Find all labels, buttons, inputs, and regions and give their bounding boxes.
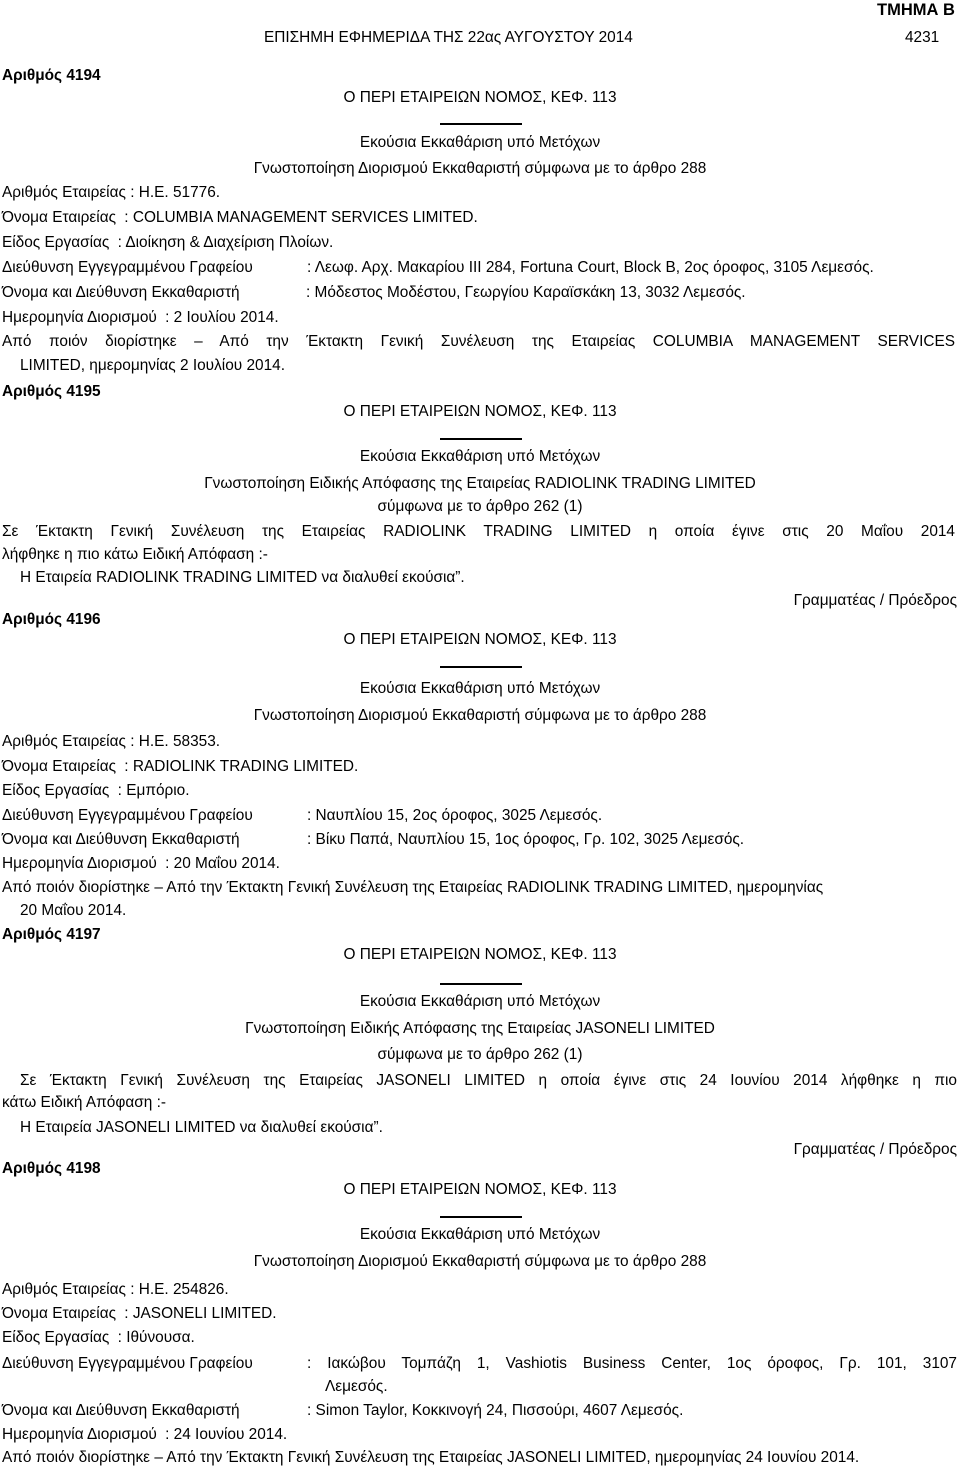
field-value: : Ιακώβου Τομπάζη 1, Vashiotis Business Center, 1ος όροφος, Γρ. 101, 3107 [307, 1355, 957, 1372]
field-value: : 20 Μαΐου 2014. [165, 855, 280, 872]
law-title: Ο ΠΕΡΙ ΕΤΑΙΡΕΙΩΝ ΝΟΜΟΣ, ΚΕΦ. 113 [343, 403, 617, 420]
field-label: Ημερομηνία Διορισμού [2, 1426, 157, 1443]
separator-rule [440, 666, 522, 668]
section-label: ΤΜΗΜΑ Β [877, 1, 955, 19]
appointment-date-row [2, 306, 279, 330]
field-label: Όνομα και Διεύθυνση Εκκαθαριστή [2, 1402, 240, 1419]
field-value: : Μόδεστος Μοδέστου, Γεωργίου Καραϊσκάκη 13, 3032 Λεμεσός. [306, 284, 746, 301]
procedure-type: Εκούσια Εκκαθάριση υπό Μετόχων [359, 448, 601, 465]
resolution-intro-cont: λήφθηκε η πιο κάτω Ειδική Απόφαση :- [2, 546, 268, 563]
business-type-row [2, 231, 333, 255]
resolution-intro: Σε Έκτακτη Γενική Συνέλευση της Εταιρείας RADIOLINK TRADING LIMITED η οποία έγινε στις 20 Μαΐου 2014 [2, 523, 955, 540]
field-label: Όνομα Εταιρείας [2, 758, 117, 775]
liquidator-row [2, 1399, 683, 1423]
field-value: : Διοίκηση & Διαχείριση Πλοίων. [117, 234, 334, 251]
field-label: Ημερομηνία Διορισμού [2, 309, 157, 326]
field-label: Διεύθυνση Εγγεγραμμένου Γραφείου [2, 1355, 253, 1372]
notice-title: Γνωστοποίηση Διορισμού Εκκαθαριστή σύμφωνα με το άρθρο 288 [253, 1253, 707, 1270]
field-label: Είδος Εργασίας [2, 782, 110, 799]
field-value: : Ναυπλίου 15, 2ος όροφος, 3025 Λεμεσός. [307, 807, 603, 824]
notice-title: Γνωστοποίηση Διορισμού Εκκαθαριστή σύμφωνα με το άρθρο 288 [253, 707, 707, 724]
appointed-by-text: Από ποιόν διορίστηκε – Από την Έκτακτη Γενική Συνέλευση της Εταιρείας COLUMBIA MANAGEMENT SERVICES [2, 333, 955, 350]
appointment-date-row [2, 1423, 287, 1447]
notice-number: Αριθμός 4196 [2, 611, 101, 628]
field-label: Είδος Εργασίας [2, 1329, 110, 1346]
notice-title: Γνωστοποίηση Ειδικής Απόφασης της Εταιρείας RADIOLINK TRADING LIMITED [204, 475, 756, 492]
business-type-row [2, 1326, 195, 1350]
company-name-row [2, 1302, 277, 1326]
appointed-by-text-cont: 20 Μαΐου 2014. [20, 902, 127, 919]
field-value: : 2 Ιουλίου 2014. [165, 309, 279, 326]
separator-rule [440, 1216, 522, 1218]
law-title: Ο ΠΕΡΙ ΕΤΑΙΡΕΙΩΝ ΝΟΜΟΣ, ΚΕΦ. 113 [343, 631, 617, 648]
liquidator-row [2, 828, 744, 852]
law-title: Ο ΠΕΡΙ ΕΤΑΙΡΕΙΩΝ ΝΟΜΟΣ, ΚΕΦ. 113 [343, 1181, 617, 1198]
company-reg-row [2, 181, 220, 205]
law-title: Ο ΠΕΡΙ ΕΤΑΙΡΕΙΩΝ ΝΟΜΟΣ, ΚΕΦ. 113 [343, 89, 617, 106]
notice-number: Αριθμός 4198 [2, 1160, 101, 1177]
notice-number: Αριθμός 4194 [2, 67, 101, 84]
field-value: : Η.Ε. 58353. [130, 733, 221, 750]
office-row-cont: Λεμεσός. [325, 1378, 388, 1395]
appointed-by-text: Από ποιόν διορίστηκε – Από την Έκτακτη Γενική Συνέλευση της Εταιρείας JASONELI LIMITED, ημερομηνίας 24 Ιουνίου 2014. [2, 1449, 860, 1466]
field-value: : JASONELI LIMITED. [124, 1305, 277, 1322]
field-value: : Simon Taylor, Κοκκινογή 24, Πισσούρι, 4607 Λεμεσός. [307, 1402, 684, 1419]
field-label: Διεύθυνση Εγγεγραμμένου Γραφείου [2, 259, 253, 276]
resolution-intro: Σε Έκτακτη Γενική Συνέλευση της Εταιρείας JASONELI LIMITED η οποία έγινε στις 24 Ιουνίου 2014 λήφθηκε η πιο [20, 1072, 957, 1089]
separator-rule [440, 123, 522, 125]
notice-number: Αριθμός 4195 [2, 383, 101, 400]
field-value: : Εμπόριο. [117, 782, 190, 799]
field-label: Αριθμός Εταιρείας [2, 1281, 126, 1298]
appointed-by-text: Από ποιόν διορίστηκε – Από την Έκτακτη Γενική Συνέλευση της Εταιρείας RADIOLINK TRADING LIMITED, ημερομηνίας [2, 879, 824, 896]
field-label: Διεύθυνση Εγγεγραμμένου Γραφείου [2, 807, 253, 824]
field-label: Αριθμός Εταιρείας [2, 184, 126, 201]
article-reference: σύμφωνα με το άρθρο 262 (1) [377, 498, 583, 515]
field-label: Αριθμός Εταιρείας [2, 733, 126, 750]
field-value: : Η.Ε. 51776. [130, 184, 221, 201]
field-label: Όνομα Εταιρείας [2, 1305, 117, 1322]
notice-title: Γνωστοποίηση Διορισμού Εκκαθαριστή σύμφωνα με το άρθρο 288 [253, 160, 707, 177]
company-name-row [2, 206, 478, 230]
field-value: : Βίκυ Παπά, Ναυπλίου 15, 1ος όροφος, Γρ. 102, 3025 Λεμεσός. [307, 831, 745, 848]
article-reference: σύμφωνα με το άρθρο 262 (1) [377, 1046, 583, 1063]
separator-rule [440, 438, 522, 440]
company-reg-row [2, 1278, 229, 1302]
law-title: Ο ΠΕΡΙ ΕΤΑΙΡΕΙΩΝ ΝΟΜΟΣ, ΚΕΦ. 113 [343, 946, 617, 963]
field-label: Ημερομηνία Διορισμού [2, 855, 157, 872]
procedure-type: Εκούσια Εκκαθάριση υπό Μετόχων [359, 1226, 601, 1243]
field-value: : RADIOLINK TRADING LIMITED. [124, 758, 359, 775]
appointment-date-row [2, 852, 280, 876]
notice-title: Γνωστοποίηση Ειδικής Απόφασης της Εταιρείας JASONELI LIMITED [245, 1020, 715, 1037]
field-label: Όνομα και Διεύθυνση Εκκαθαριστή [2, 284, 240, 301]
resolution-text: Η Εταιρεία RADIOLINK TRADING LIMITED να διαλυθεί εκούσια”. [20, 569, 465, 586]
field-value: : COLUMBIA MANAGEMENT SERVICES LIMITED. [124, 209, 478, 226]
liquidator-row [2, 281, 746, 305]
procedure-type: Εκούσια Εκκαθάριση υπό Μετόχων [359, 993, 601, 1010]
field-label: Όνομα και Διεύθυνση Εκκαθαριστή [2, 831, 240, 848]
company-reg-row [2, 730, 220, 754]
company-name-row [2, 755, 358, 779]
office-row [2, 1352, 957, 1376]
office-row [2, 804, 602, 828]
appointed-by-text-cont: LIMITED, ημερομηνίας 2 Ιουλίου 2014. [20, 357, 285, 374]
resolution-text: Η Εταιρεία JASONELI LIMITED να διαλυθεί εκούσια”. [20, 1119, 383, 1136]
office-row [2, 256, 874, 280]
field-value: : Ιθύνουσα. [117, 1329, 195, 1346]
procedure-type: Εκούσια Εκκαθάριση υπό Μετόχων [359, 680, 601, 697]
signature: Γραμματέας / Πρόεδρος [793, 592, 957, 609]
field-value: : 24 Ιουνίου 2014. [165, 1426, 288, 1443]
resolution-intro-cont: κάτω Ειδική Απόφαση :- [2, 1094, 166, 1111]
separator-rule [440, 983, 522, 985]
field-label: Είδος Εργασίας [2, 234, 110, 251]
signature: Γραμματέας / Πρόεδρος [793, 1141, 957, 1158]
field-label: Όνομα Εταιρείας [2, 209, 117, 226]
notice-number: Αριθμός 4197 [2, 926, 101, 943]
business-type-row [2, 779, 190, 803]
gazette-title: ΕΠΙΣΗΜΗ ΕΦΗΜΕΡΙΔΑ ΤΗΣ 22ας ΑΥΓΟΥΣΤΟΥ 2014 [264, 29, 633, 46]
field-value: : Η.Ε. 254826. [130, 1281, 229, 1298]
field-value: : Λεωφ. Αρχ. Μακαρίου ΙΙΙ 284, Fortuna Court, Block B, 2ος όροφος, 3105 Λεμεσός. [307, 259, 874, 276]
page-number: 4231 [905, 29, 940, 46]
procedure-type: Εκούσια Εκκαθάριση υπό Μετόχων [359, 134, 601, 151]
